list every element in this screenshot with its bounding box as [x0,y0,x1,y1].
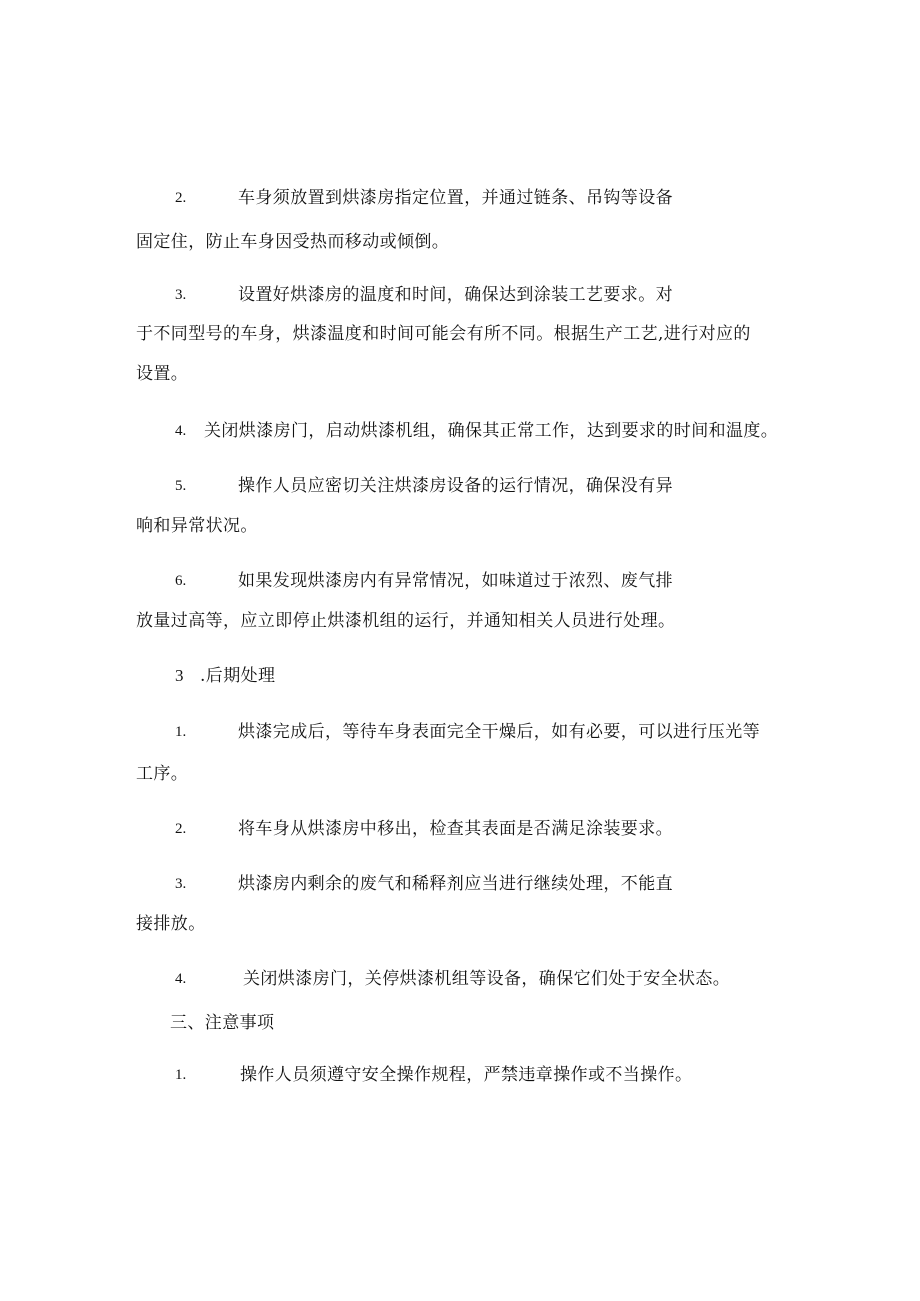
item-number: 3. [175,876,187,892]
item-number: 2. [175,821,187,837]
item-text-line: 设置。 [136,364,189,384]
section-title: .后期处理 [200,666,276,686]
item-text-line: 操作人员应密切关注烘漆房设备的运行情况，确保没有异 [238,476,673,496]
item-number: 4. [175,423,187,439]
item-text-line: 操作人员须遵守安全操作规程，严禁违章操作或不当操作。 [240,1065,693,1085]
item-text-line: 烘漆房内剩余的废气和稀释剂应当进行继续处理，不能直 [238,874,673,894]
item-text-line: 放量过高等，应立即停止烘漆机组的运行，并通知相关人员进行处理。 [136,611,676,631]
item-number: 2. [175,190,187,206]
section-number: 3 [175,666,184,685]
item-text-line: 关闭烘漆房门，启动烘漆机组，确保其正常工作，达到要求的时间和温度。 [204,421,779,441]
item-text-line: 将车身从烘漆房中移出，检查其表面是否满足涂装要求。 [238,819,673,839]
item-text-line: 设置好烘漆房的温度和时间，确保达到涂装工艺要求。对 [238,285,673,305]
item-number: 4. [175,971,187,987]
item-number: 1. [175,1067,187,1083]
item-number: 3. [175,287,187,303]
item-text-line: 接排放。 [136,914,206,934]
item-number: 1. [175,724,187,740]
item-text-line: 车身须放置到烘漆房指定位置，并通过链条、吊钩等设备 [238,188,673,208]
item-number: 5. [175,478,187,494]
item-text-line: 关闭烘漆房门，关停烘漆机组等设备，确保它们处于安全状态。 [243,969,731,989]
item-text-line: 响和异常状况。 [136,516,258,536]
item-number: 6. [175,573,187,589]
item-text-line: 工序。 [136,764,189,784]
item-text-line: 烘漆完成后，等待车身表面完全干燥后，如有必要，可以进行压光等 [238,722,760,742]
item-text-line: 于不同型号的车身，烘漆温度和时间可能会有所不同。根据生产工艺,进行对应的 [136,324,751,344]
item-text-line: 固定住，防止车身因受热而移动或倾倒。 [136,232,450,252]
section-title: 三、注意事项 [170,1013,275,1033]
item-text-line: 如果发现烘漆房内有异常情况，如味道过于浓烈、废气排 [238,571,673,591]
